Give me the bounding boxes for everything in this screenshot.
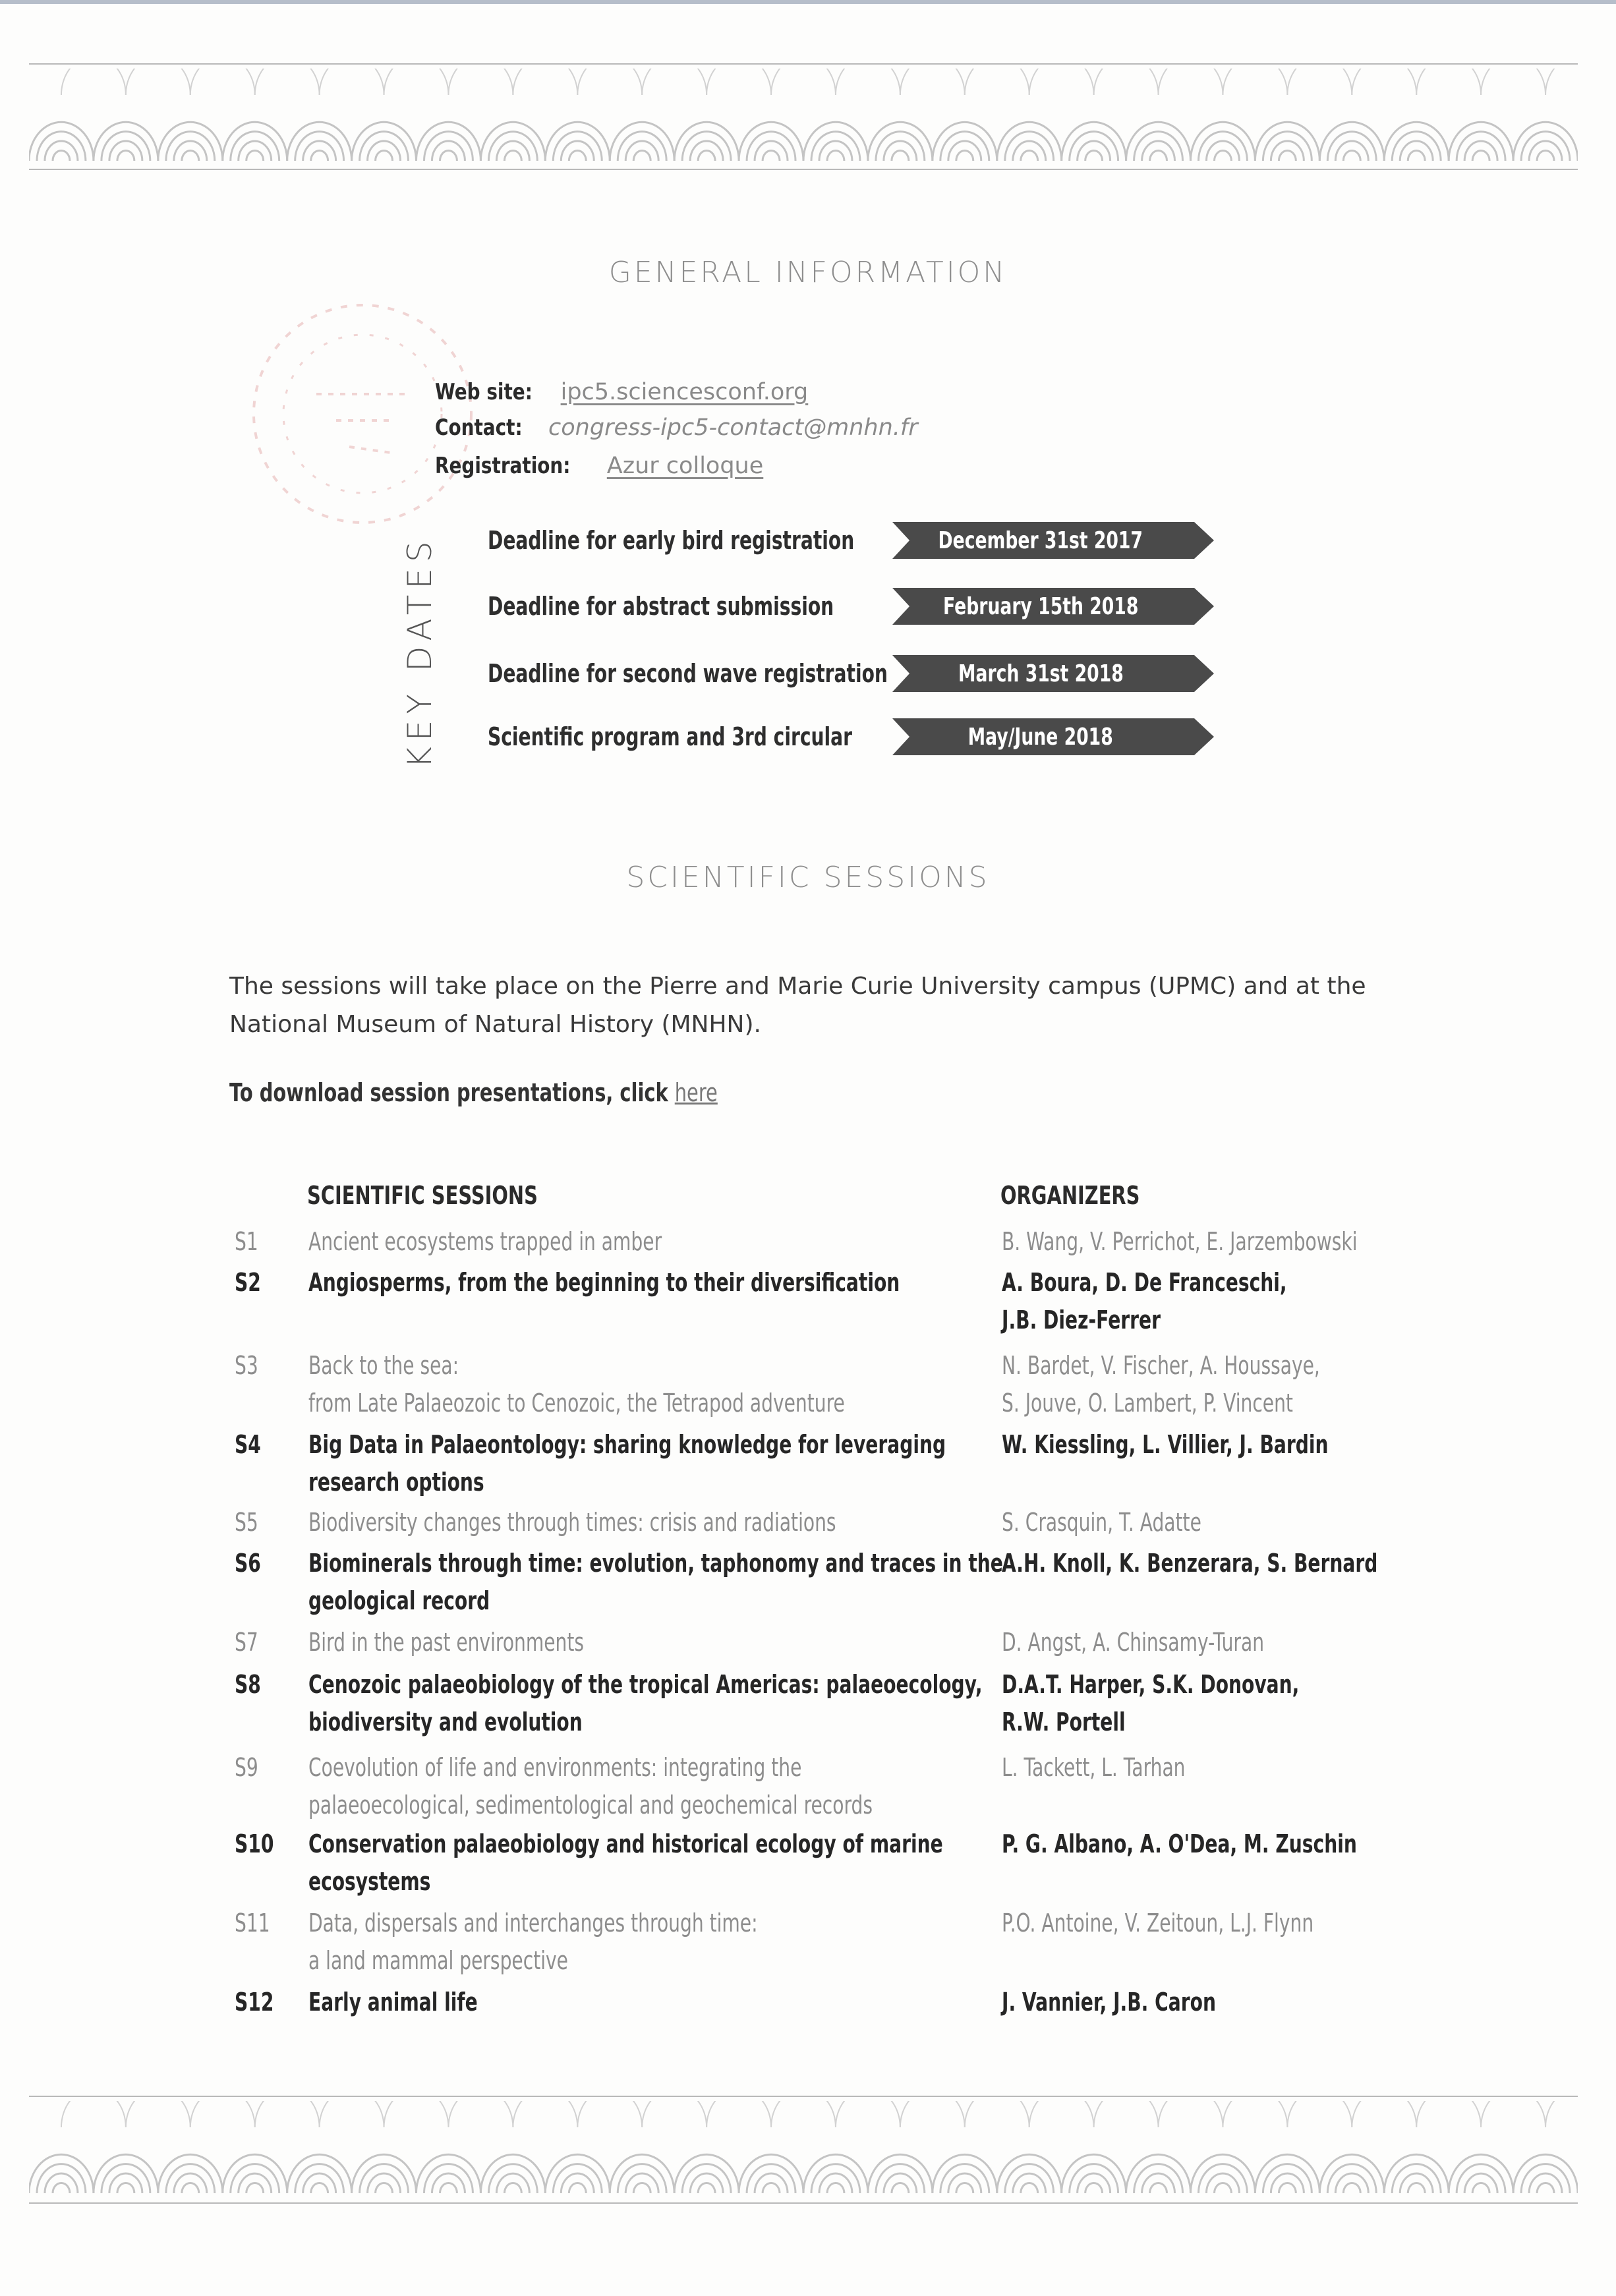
bottom-decorative-border	[29, 2101, 1578, 2200]
bottom-border-line-lower	[29, 2202, 1578, 2204]
key-date-value	[892, 588, 1189, 625]
contact-line	[435, 413, 918, 442]
session-organizers-line: J. Vannier, J.B. Caron	[1002, 1988, 1216, 2017]
sessions-intro-line-2: National Museum of Natural History (MNHN).	[229, 1011, 761, 1038]
session-organizers	[1002, 1223, 1470, 1261]
session-code: S12	[235, 1988, 274, 2017]
key-date-row	[488, 655, 1213, 695]
session-organizers-line: B. Wang, V. Perrichot, E. Jarzembowski	[1002, 1227, 1358, 1256]
session-organizers-line: J.B. Diez-Ferrer	[1002, 1306, 1161, 1335]
scan-edge	[0, 0, 1616, 4]
session-title-line: Biominerals through time: evolution, taphonomy and traces in the	[308, 1549, 1003, 1578]
session-title-line: palaeoecological, sedimentological and geochemical records	[308, 1791, 873, 1820]
key-dates-label: KEY DATES	[401, 535, 439, 768]
bottom-border-line	[29, 2096, 1578, 2097]
key-date-value	[892, 718, 1189, 755]
top-border-line	[29, 63, 1578, 65]
session-title-line: from Late Palaeozoic to Cenozoic, the Tetrapod adventure	[308, 1389, 845, 1418]
key-date-row	[488, 522, 1213, 561]
session-title-line: Angiosperms, from the beginning to their diversification	[308, 1268, 900, 1297]
session-organizers-line: D. Angst, A. Chinsamy-Turan	[1002, 1628, 1265, 1657]
table-header-sessions: SCIENTIFIC SESSIONS	[307, 1181, 538, 1210]
session-code: S2	[235, 1268, 261, 1297]
session-organizers-line: P.O. Antoine, V. Zeitoun, L.J. Flynn	[1002, 1909, 1314, 1937]
session-organizers	[1002, 1545, 1470, 1582]
sessions-intro-line-1: The sessions will take place on the Pierre and Marie Curie University campus (UPMC) and at the	[229, 973, 1366, 1000]
session-organizers-line: W. Kiessling, L. Villier, J. Bardin	[1002, 1430, 1329, 1459]
session-organizers-line: S. Crasquin, T. Adatte	[1002, 1508, 1201, 1537]
session-title	[308, 1666, 1030, 1741]
session-title	[308, 1426, 1030, 1501]
session-title	[308, 1504, 1030, 1541]
scientific-sessions-heading: SCIENTIFIC SESSIONS	[626, 861, 990, 894]
session-organizers-line: R.W. Portell	[1002, 1708, 1126, 1736]
session-title	[308, 1984, 1030, 2021]
registration-link[interactable]: Azur colloque	[606, 453, 764, 479]
session-title	[308, 1223, 1030, 1261]
session-organizers-line: L. Tackett, L. Tarhan	[1002, 1753, 1186, 1782]
key-date-description: Deadline for early bird registration	[488, 526, 855, 555]
session-code: S8	[235, 1670, 261, 1699]
session-organizers-line: A.H. Knoll, K. Benzerara, S. Bernard	[1002, 1549, 1378, 1578]
session-organizers	[1002, 1426, 1470, 1464]
session-title	[308, 1905, 1030, 1980]
session-title-line: a land mammal perspective	[308, 1946, 568, 1975]
session-title-line: Ancient ecosystems trapped in amber	[308, 1227, 662, 1256]
key-date-value	[892, 655, 1189, 692]
session-organizers	[1002, 1624, 1470, 1661]
key-date-row	[488, 718, 1213, 758]
session-title	[308, 1825, 1030, 1901]
top-decorative-border	[29, 69, 1578, 167]
key-date-text: March 31st 2018	[958, 660, 1124, 687]
session-title-line: Biodiversity changes through times: crisis and radiations	[308, 1508, 836, 1537]
session-organizers	[1002, 1347, 1470, 1422]
session-title	[308, 1347, 1030, 1422]
session-title	[308, 1624, 1030, 1661]
sessions-intro	[229, 967, 1402, 1044]
session-organizers-line: P. G. Albano, A. O'Dea, M. Zuschin	[1002, 1829, 1357, 1858]
session-organizers-line: D.A.T. Harper, S.K. Donovan,	[1002, 1670, 1300, 1699]
download-text: To download session presentations, click	[229, 1078, 668, 1107]
key-date-text: May/June 2018	[967, 723, 1114, 751]
key-date-description: Deadline for second wave registration	[488, 659, 888, 688]
session-code: S10	[235, 1829, 274, 1858]
website-link[interactable]: ipc5.sciencesconf.org	[560, 379, 809, 405]
key-date-row	[488, 588, 1213, 627]
session-organizers	[1002, 1504, 1470, 1541]
contact-email[interactable]: congress-ipc5-contact@mnhn.fr	[548, 415, 918, 441]
general-information-heading: GENERAL INFORMATION	[608, 256, 1008, 289]
website-line	[435, 377, 808, 407]
top-border-line-lower	[29, 169, 1578, 170]
session-title-line: Coevolution of life and environments: integrating the	[308, 1753, 802, 1782]
table-header-organizers: ORGANIZERS	[1000, 1181, 1140, 1210]
session-title	[308, 1749, 1030, 1824]
session-organizers	[1002, 1749, 1470, 1787]
session-organizers-line: S. Jouve, O. Lambert, P. Vincent	[1002, 1389, 1293, 1418]
session-code: S6	[235, 1549, 261, 1578]
registration-label: Registration:	[435, 453, 571, 479]
key-date-description: Scientific program and 3rd circular	[488, 722, 853, 751]
session-code: S11	[235, 1909, 270, 1937]
download-presentations	[229, 1078, 718, 1107]
contact-label: Contact:	[435, 415, 523, 441]
session-title-line: ecosystems	[308, 1867, 431, 1896]
session-organizers	[1002, 1984, 1470, 2021]
key-date-text: December 31st 2017	[938, 527, 1143, 554]
session-title-line: Back to the sea:	[308, 1351, 459, 1380]
session-title-line: Cenozoic palaeobiology of the tropical Americas: palaeoecology,	[308, 1670, 983, 1699]
session-organizers-line: N. Bardet, V. Fischer, A. Houssaye,	[1002, 1351, 1320, 1380]
session-organizers	[1002, 1825, 1470, 1863]
session-title-line: Data, dispersals and interchanges through time:	[308, 1909, 758, 1937]
session-code: S1	[235, 1227, 258, 1256]
session-organizers	[1002, 1905, 1470, 1942]
session-title	[308, 1545, 1030, 1620]
session-code: S9	[235, 1753, 258, 1782]
session-title	[308, 1264, 1030, 1302]
key-date-value	[892, 522, 1189, 559]
session-code: S7	[235, 1628, 258, 1657]
session-title-line: Conservation palaeobiology and historical ecology of marine	[308, 1829, 943, 1858]
session-title-line: Big Data in Palaeontology: sharing knowledge for leveraging	[308, 1430, 946, 1459]
session-title-line: biodiversity and evolution	[308, 1708, 583, 1736]
registration-line	[435, 451, 763, 480]
key-date-text: February 15th 2018	[942, 592, 1139, 620]
key-date-description: Deadline for abstract submission	[488, 592, 834, 621]
session-title-line: Bird in the past environments	[308, 1628, 585, 1657]
session-organizers	[1002, 1264, 1470, 1339]
session-organizers	[1002, 1666, 1470, 1741]
session-title-line: research options	[308, 1468, 484, 1497]
session-organizers-line: A. Boura, D. De Franceschi,	[1002, 1268, 1287, 1297]
session-title-line: geological record	[308, 1586, 490, 1615]
session-code: S5	[235, 1508, 258, 1537]
download-here-link[interactable]: here	[674, 1078, 718, 1107]
session-title-line: Early animal life	[308, 1988, 478, 2017]
session-code: S3	[235, 1351, 258, 1380]
session-code: S4	[235, 1430, 261, 1459]
website-label: Web site:	[435, 379, 533, 405]
